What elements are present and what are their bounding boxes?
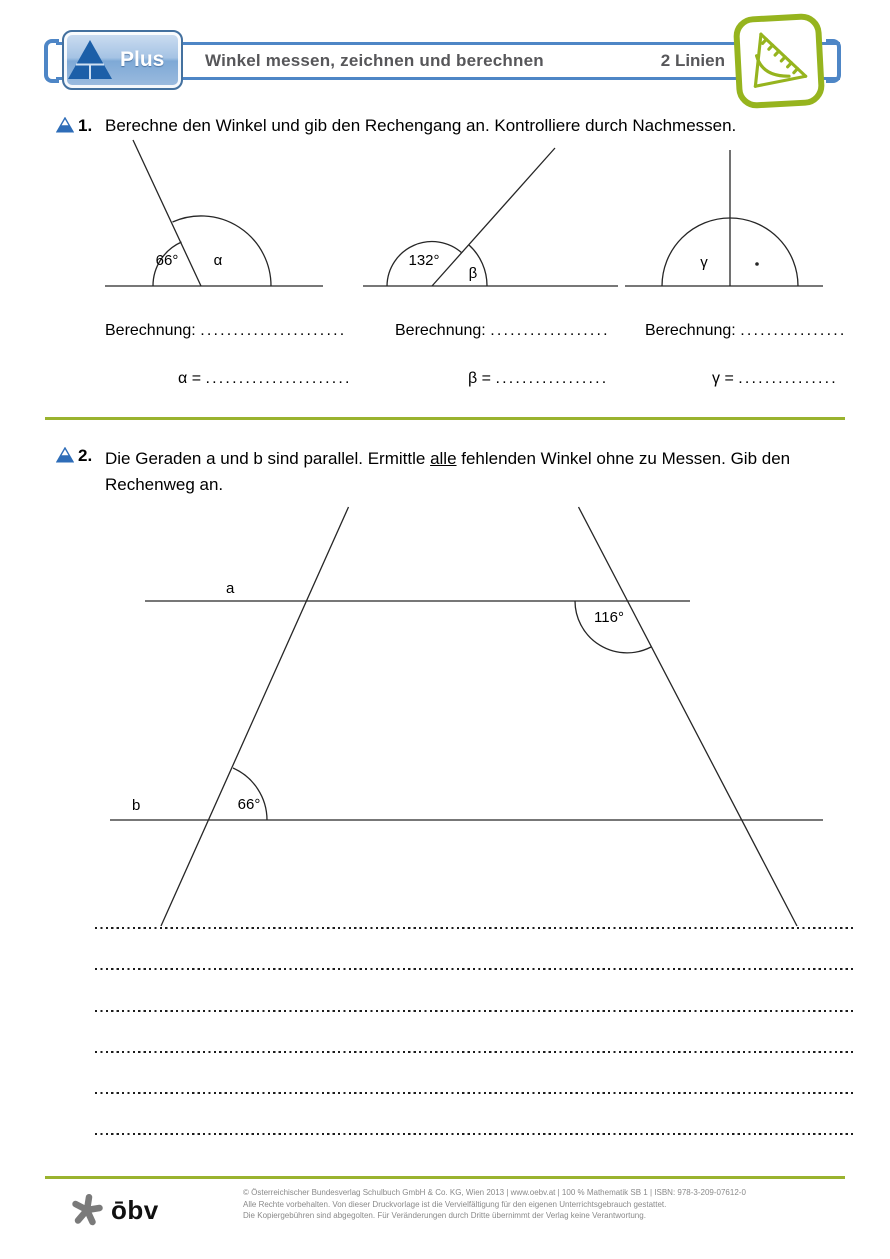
set-square-badge [733,13,826,109]
parallel-lines-diagram [95,500,835,940]
footer-divider [45,1176,845,1179]
chapter-label: 2 Linien [660,51,725,70]
line-b-label: b [132,797,141,814]
badge-label: Plus [120,48,165,71]
angle-label-116: 116° [594,609,624,626]
angle-label-alpha: α [213,252,223,269]
angle-label-66: 66° [155,252,179,269]
angle-label-gamma: γ [700,254,708,271]
footer-line-1: © Österreichischer Bundesverlag Schulbuch GmbH & Co. KG, Wien 2013 | www.oebv.at | 100 % Mathematik SB 1 | ISBN: 978-3-209-07612-0 [243,1188,746,1197]
answer-line [95,1133,855,1135]
result-line-gamma: γ = ............... [712,370,838,387]
footer-copyright [243,1187,853,1222]
task2-number: 2. [78,446,93,465]
answer-line [95,1051,855,1053]
angle-label-beta: β [468,265,478,282]
calc-line-3: Berechnung: ................ [645,322,847,339]
task1-marker-icon [56,117,74,133]
plus-logo-badge [62,30,183,90]
underlined-alle: alle [430,449,457,468]
answer-line [95,968,855,970]
header-right-bracket [826,39,841,83]
task1-number: 1. [78,116,93,135]
section-divider [45,417,845,420]
oebv-star-icon [70,1192,104,1228]
footer-line-2: Alle Rechte vorbehalten. Von dieser Druckvorlage ist die Vervielfältigung für den eigenen Unterrichtsgebrauch gestattet. [243,1199,667,1209]
page-title: Winkel messen, zeichnen und berechnen [205,51,544,70]
calc-line-1: Berechnung: ...................... [105,322,347,339]
answer-line [95,1010,855,1012]
footer-line-3: Die Kopiergebühren sind abgegolten. Für Veränderungen durch Dritte übernimmt der Verlag keine Verantwortung. [243,1211,646,1220]
plus-triangle-icon [64,37,116,83]
result-line-alpha: α = ...................... [178,370,352,387]
answer-line [95,1092,855,1094]
angle-label-66b: 66° [237,796,261,813]
task1-instruction: Berechne den Winkel und gib den Rechengang an. Kontrolliere durch Nachmessen. [105,116,737,135]
oebv-logo-text: ōbv [111,1194,159,1225]
result-line-beta: β = ................. [468,370,609,387]
answer-line [95,927,855,929]
task2-instruction: Die Geraden a und b sind parallel. Ermittle alle fehlenden Winkel ohne zu Messen. Gib den Rechenweg an. [105,449,791,494]
task2-marker-icon [56,447,74,463]
angle-label-132: 132° [408,252,440,269]
oebv-logo [70,1192,159,1228]
line-a-label: a [226,580,235,597]
calc-line-2: Berechnung: .................. [395,322,610,339]
task1-angle-diagrams [95,138,835,300]
set-square-icon [741,22,817,100]
right-angle-dot [755,262,759,266]
